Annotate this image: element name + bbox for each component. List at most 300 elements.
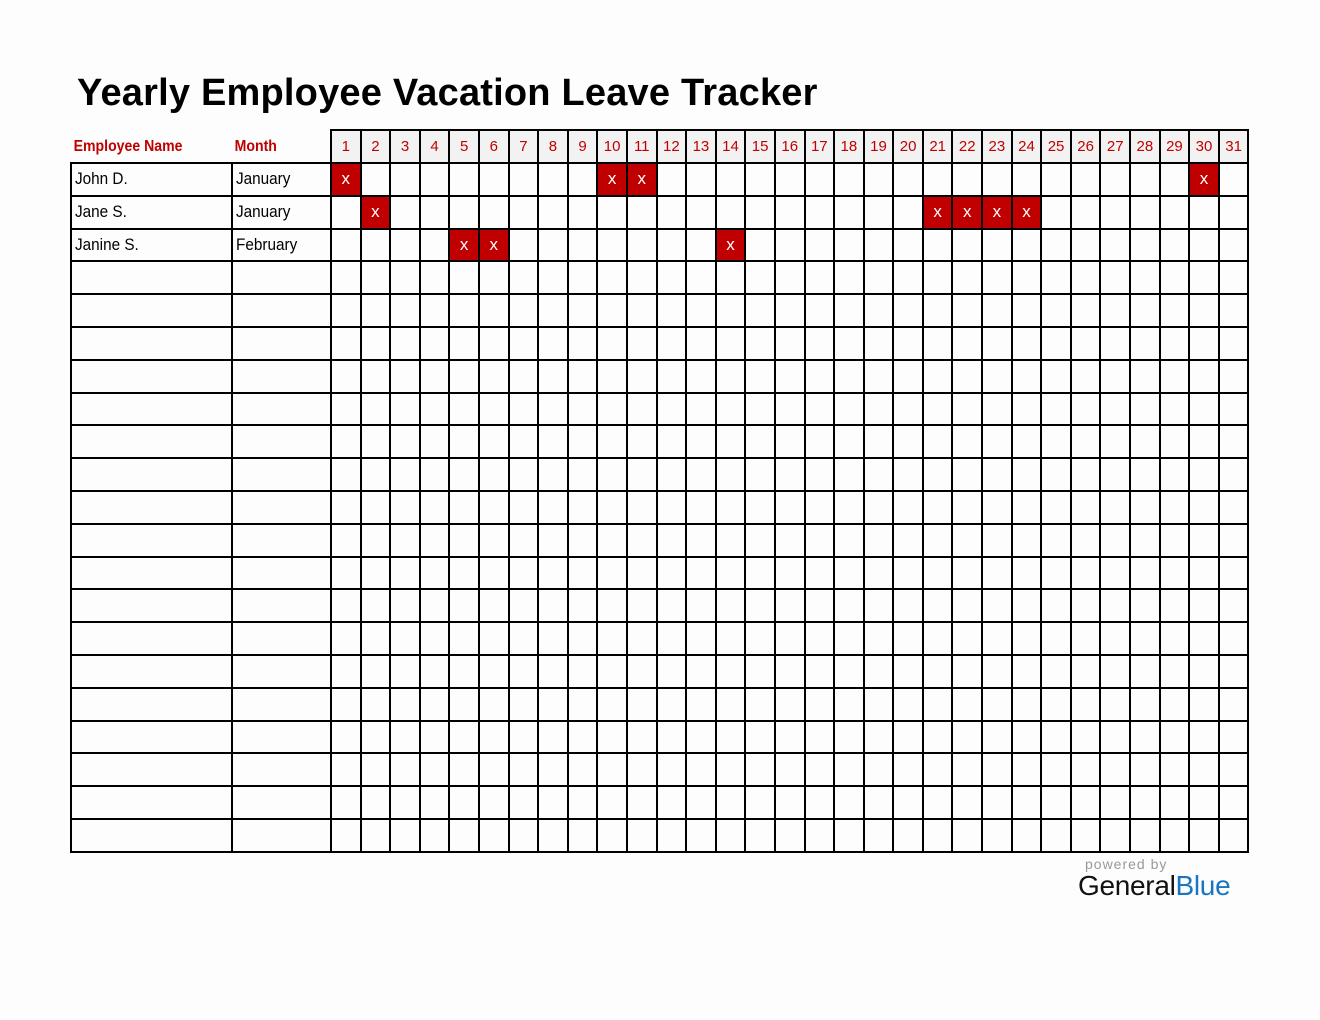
leave-day-cell[interactable] (627, 721, 657, 754)
leave-day-cell[interactable] (952, 721, 982, 754)
leave-day-cell[interactable] (1219, 163, 1249, 196)
leave-day-cell[interactable] (745, 753, 775, 786)
leave-day-cell[interactable] (1100, 360, 1130, 393)
month-cell[interactable] (232, 819, 331, 852)
leave-day-cell[interactable] (1130, 229, 1160, 262)
leave-day-cell[interactable] (1041, 360, 1071, 393)
leave-day-cell[interactable] (657, 819, 687, 852)
leave-day-cell[interactable] (1012, 524, 1042, 557)
leave-day-cell[interactable] (1100, 721, 1130, 754)
leave-day-cell[interactable] (1189, 557, 1219, 590)
leave-day-cell[interactable] (1219, 393, 1249, 426)
leave-day-cell[interactable] (893, 622, 923, 655)
leave-day-cell[interactable] (568, 261, 598, 294)
leave-day-cell[interactable] (1130, 655, 1160, 688)
employee-name-cell[interactable] (71, 425, 232, 458)
leave-day-cell[interactable] (538, 491, 568, 524)
leave-day-cell[interactable] (538, 458, 568, 491)
leave-day-cell[interactable] (834, 425, 864, 458)
leave-day-cell[interactable] (627, 753, 657, 786)
leave-day-cell[interactable] (1071, 524, 1101, 557)
month-cell[interactable] (232, 360, 331, 393)
leave-day-cell[interactable] (597, 393, 627, 426)
leave-day-cell[interactable] (361, 819, 391, 852)
leave-day-cell[interactable] (449, 196, 479, 229)
leave-day-cell[interactable] (716, 491, 746, 524)
leave-day-cell[interactable] (952, 655, 982, 688)
leave-day-cell[interactable] (538, 425, 568, 458)
leave-day-cell[interactable] (1100, 327, 1130, 360)
leave-day-cell[interactable] (1219, 589, 1249, 622)
leave-day-cell[interactable] (1130, 721, 1160, 754)
leave-day-cell[interactable] (1041, 819, 1071, 852)
leave-day-cell[interactable] (1160, 819, 1190, 852)
leave-day-cell[interactable] (775, 327, 805, 360)
leave-day-cell[interactable] (390, 786, 420, 819)
leave-day-cell[interactable] (686, 458, 716, 491)
leave-day-cell[interactable] (479, 425, 509, 458)
leave-day-cell[interactable] (1160, 393, 1190, 426)
leave-day-cell[interactable] (597, 327, 627, 360)
leave-day-cell[interactable] (1012, 622, 1042, 655)
leave-day-cell[interactable] (893, 557, 923, 590)
leave-day-cell[interactable] (923, 688, 953, 721)
leave-day-cell[interactable] (657, 360, 687, 393)
leave-day-cell[interactable] (361, 458, 391, 491)
leave-day-cell[interactable] (982, 491, 1012, 524)
leave-day-cell-marked[interactable]: x (479, 229, 509, 262)
leave-day-cell[interactable] (627, 458, 657, 491)
leave-day-cell[interactable] (775, 753, 805, 786)
leave-day-cell[interactable] (805, 261, 835, 294)
leave-day-cell[interactable] (331, 261, 361, 294)
leave-day-cell[interactable] (449, 491, 479, 524)
leave-day-cell[interactable] (568, 196, 598, 229)
leave-day-cell[interactable] (390, 163, 420, 196)
leave-day-cell[interactable] (893, 393, 923, 426)
leave-day-cell[interactable] (597, 721, 627, 754)
leave-day-cell[interactable] (805, 458, 835, 491)
leave-day-cell[interactable] (893, 524, 923, 557)
leave-day-cell[interactable] (538, 360, 568, 393)
leave-day-cell[interactable] (1189, 327, 1219, 360)
leave-day-cell[interactable] (923, 491, 953, 524)
leave-day-cell[interactable] (597, 589, 627, 622)
leave-day-cell[interactable] (775, 163, 805, 196)
leave-day-cell[interactable] (538, 393, 568, 426)
leave-day-cell[interactable] (1071, 589, 1101, 622)
leave-day-cell[interactable] (331, 819, 361, 852)
leave-day-cell[interactable] (952, 753, 982, 786)
leave-day-cell[interactable] (1041, 786, 1071, 819)
leave-day-cell[interactable] (864, 163, 894, 196)
employee-name-cell[interactable] (71, 524, 232, 557)
leave-day-cell[interactable] (805, 557, 835, 590)
leave-day-cell[interactable] (657, 524, 687, 557)
leave-day-cell[interactable] (509, 393, 539, 426)
leave-day-cell[interactable] (538, 196, 568, 229)
leave-day-cell[interactable] (479, 524, 509, 557)
leave-day-cell[interactable] (568, 524, 598, 557)
leave-day-cell[interactable] (745, 425, 775, 458)
leave-day-cell[interactable] (390, 622, 420, 655)
leave-day-cell[interactable] (775, 261, 805, 294)
leave-day-cell[interactable] (775, 819, 805, 852)
leave-day-cell[interactable] (361, 721, 391, 754)
leave-day-cell[interactable] (420, 294, 450, 327)
leave-day-cell[interactable] (952, 261, 982, 294)
leave-day-cell[interactable] (331, 786, 361, 819)
leave-day-cell[interactable] (568, 688, 598, 721)
leave-day-cell[interactable] (864, 786, 894, 819)
leave-day-cell[interactable] (420, 688, 450, 721)
leave-day-cell[interactable] (657, 491, 687, 524)
leave-day-cell[interactable] (627, 425, 657, 458)
leave-day-cell[interactable] (982, 819, 1012, 852)
month-cell[interactable] (232, 229, 331, 262)
leave-day-cell[interactable] (479, 655, 509, 688)
leave-day-cell[interactable] (1130, 458, 1160, 491)
leave-day-cell[interactable] (805, 163, 835, 196)
leave-day-cell[interactable] (390, 229, 420, 262)
leave-day-cell[interactable] (1071, 753, 1101, 786)
leave-day-cell[interactable] (716, 196, 746, 229)
leave-day-cell[interactable] (1219, 458, 1249, 491)
leave-day-cell[interactable] (834, 393, 864, 426)
leave-day-cell[interactable] (982, 294, 1012, 327)
leave-day-cell[interactable] (449, 294, 479, 327)
leave-day-cell[interactable] (627, 294, 657, 327)
leave-day-cell[interactable] (509, 196, 539, 229)
leave-day-cell[interactable] (390, 753, 420, 786)
leave-day-cell[interactable] (568, 622, 598, 655)
leave-day-cell[interactable] (834, 294, 864, 327)
leave-day-cell[interactable] (834, 589, 864, 622)
leave-day-cell[interactable] (1189, 589, 1219, 622)
leave-day-cell[interactable] (361, 622, 391, 655)
leave-day-cell[interactable] (745, 557, 775, 590)
leave-day-cell[interactable] (686, 557, 716, 590)
leave-day-cell[interactable] (923, 655, 953, 688)
leave-day-cell[interactable] (952, 425, 982, 458)
leave-day-cell[interactable] (1189, 786, 1219, 819)
leave-day-cell[interactable] (1071, 819, 1101, 852)
leave-day-cell[interactable] (1071, 360, 1101, 393)
leave-day-cell[interactable] (1012, 753, 1042, 786)
leave-day-cell[interactable] (568, 819, 598, 852)
leave-day-cell[interactable] (1219, 721, 1249, 754)
month-cell[interactable] (232, 491, 331, 524)
leave-day-cell[interactable] (390, 721, 420, 754)
leave-day-cell[interactable] (745, 360, 775, 393)
leave-day-cell[interactable] (923, 721, 953, 754)
leave-day-cell[interactable] (568, 458, 598, 491)
leave-day-cell[interactable] (1160, 524, 1190, 557)
leave-day-cell[interactable] (923, 589, 953, 622)
leave-day-cell[interactable] (745, 196, 775, 229)
leave-day-cell[interactable] (686, 753, 716, 786)
leave-day-cell[interactable] (1219, 622, 1249, 655)
leave-day-cell[interactable] (657, 163, 687, 196)
leave-day-cell[interactable] (775, 721, 805, 754)
leave-day-cell[interactable] (1012, 393, 1042, 426)
leave-day-cell[interactable] (1219, 425, 1249, 458)
leave-day-cell[interactable] (1219, 557, 1249, 590)
leave-day-cell[interactable] (1041, 721, 1071, 754)
leave-day-cell[interactable] (657, 393, 687, 426)
leave-day-cell[interactable] (390, 261, 420, 294)
leave-day-cell[interactable] (716, 294, 746, 327)
month-cell[interactable] (232, 524, 331, 557)
leave-day-cell[interactable] (686, 589, 716, 622)
leave-day-cell[interactable] (390, 557, 420, 590)
leave-day-cell[interactable] (1100, 491, 1130, 524)
leave-day-cell[interactable] (982, 721, 1012, 754)
leave-day-cell[interactable] (745, 163, 775, 196)
leave-day-cell[interactable] (952, 294, 982, 327)
leave-day-cell[interactable] (390, 458, 420, 491)
leave-day-cell[interactable] (923, 524, 953, 557)
leave-day-cell[interactable] (538, 721, 568, 754)
leave-day-cell[interactable] (952, 458, 982, 491)
leave-day-cell[interactable] (982, 524, 1012, 557)
leave-day-cell[interactable] (923, 819, 953, 852)
leave-day-cell[interactable] (923, 327, 953, 360)
leave-day-cell[interactable] (1100, 688, 1130, 721)
leave-day-cell[interactable] (361, 360, 391, 393)
leave-day-cell[interactable] (627, 819, 657, 852)
leave-day-cell[interactable] (686, 425, 716, 458)
month-cell[interactable] (232, 589, 331, 622)
leave-day-cell[interactable] (1130, 294, 1160, 327)
leave-day-cell[interactable] (834, 753, 864, 786)
month-cell[interactable] (232, 196, 331, 229)
leave-day-cell[interactable] (923, 557, 953, 590)
leave-day-cell[interactable] (449, 819, 479, 852)
leave-day-cell[interactable] (331, 557, 361, 590)
leave-day-cell[interactable] (538, 819, 568, 852)
leave-day-cell[interactable] (597, 753, 627, 786)
leave-day-cell[interactable] (686, 294, 716, 327)
leave-day-cell[interactable] (775, 589, 805, 622)
leave-day-cell[interactable] (1100, 589, 1130, 622)
employee-name-cell[interactable] (71, 622, 232, 655)
month-cell[interactable] (232, 261, 331, 294)
leave-day-cell[interactable] (1160, 753, 1190, 786)
leave-day-cell[interactable] (893, 458, 923, 491)
leave-day-cell[interactable] (834, 327, 864, 360)
leave-day-cell[interactable] (1130, 524, 1160, 557)
leave-day-cell[interactable] (479, 786, 509, 819)
leave-day-cell[interactable] (597, 655, 627, 688)
leave-day-cell[interactable] (775, 622, 805, 655)
leave-day-cell[interactable] (745, 393, 775, 426)
leave-day-cell[interactable] (1219, 786, 1249, 819)
leave-day-cell[interactable] (952, 688, 982, 721)
leave-day-cell[interactable] (568, 491, 598, 524)
leave-day-cell[interactable] (686, 819, 716, 852)
leave-day-cell[interactable] (597, 819, 627, 852)
leave-day-cell[interactable] (834, 655, 864, 688)
leave-day-cell[interactable] (1012, 327, 1042, 360)
leave-day-cell[interactable] (1100, 786, 1130, 819)
leave-day-cell[interactable] (686, 360, 716, 393)
month-cell[interactable] (232, 688, 331, 721)
leave-day-cell[interactable] (361, 589, 391, 622)
leave-day-cell[interactable] (331, 458, 361, 491)
leave-day-cell[interactable] (1041, 229, 1071, 262)
leave-day-cell[interactable] (893, 294, 923, 327)
leave-day-cell[interactable] (420, 393, 450, 426)
leave-day-cell[interactable] (1130, 819, 1160, 852)
leave-day-cell[interactable] (657, 425, 687, 458)
leave-day-cell[interactable] (509, 688, 539, 721)
leave-day-cell[interactable] (864, 327, 894, 360)
leave-day-cell[interactable] (1160, 655, 1190, 688)
leave-day-cell[interactable] (1189, 393, 1219, 426)
leave-day-cell[interactable] (775, 458, 805, 491)
leave-day-cell[interactable] (716, 425, 746, 458)
leave-day-cell[interactable] (1219, 327, 1249, 360)
leave-day-cell[interactable] (1100, 819, 1130, 852)
leave-day-cell[interactable] (479, 196, 509, 229)
leave-day-cell[interactable] (982, 360, 1012, 393)
leave-day-cell[interactable] (627, 261, 657, 294)
leave-day-cell[interactable] (1160, 360, 1190, 393)
leave-day-cell[interactable] (745, 655, 775, 688)
leave-day-cell[interactable] (952, 327, 982, 360)
leave-day-cell[interactable] (479, 589, 509, 622)
leave-day-cell[interactable] (1012, 360, 1042, 393)
leave-day-cell[interactable] (923, 753, 953, 786)
leave-day-cell[interactable] (390, 688, 420, 721)
leave-day-cell[interactable] (1219, 491, 1249, 524)
employee-name-cell[interactable] (71, 557, 232, 590)
leave-day-cell[interactable] (479, 491, 509, 524)
month-cell[interactable] (232, 425, 331, 458)
leave-day-cell[interactable] (716, 261, 746, 294)
month-cell[interactable] (232, 294, 331, 327)
leave-day-cell[interactable] (627, 393, 657, 426)
leave-day-cell[interactable] (1041, 458, 1071, 491)
leave-day-cell[interactable] (982, 229, 1012, 262)
employee-name-cell[interactable] (71, 786, 232, 819)
leave-day-cell[interactable] (361, 786, 391, 819)
leave-day-cell[interactable] (390, 425, 420, 458)
leave-day-cell[interactable] (479, 163, 509, 196)
month-cell[interactable] (232, 163, 331, 196)
leave-day-cell[interactable] (686, 163, 716, 196)
leave-day-cell[interactable] (597, 196, 627, 229)
employee-name-cell[interactable] (71, 261, 232, 294)
leave-day-cell[interactable] (1160, 721, 1190, 754)
leave-day-cell[interactable] (1189, 229, 1219, 262)
leave-day-cell[interactable] (893, 786, 923, 819)
leave-day-cell[interactable] (982, 327, 1012, 360)
leave-day-cell[interactable] (952, 622, 982, 655)
leave-day-cell[interactable] (1130, 261, 1160, 294)
leave-day-cell[interactable] (805, 589, 835, 622)
leave-day-cell[interactable] (390, 360, 420, 393)
leave-day-cell[interactable] (893, 327, 923, 360)
leave-day-cell[interactable] (923, 294, 953, 327)
leave-day-cell[interactable] (1071, 294, 1101, 327)
leave-day-cell[interactable] (1160, 294, 1190, 327)
leave-day-cell[interactable] (893, 819, 923, 852)
leave-day-cell[interactable] (1189, 524, 1219, 557)
leave-day-cell[interactable] (538, 524, 568, 557)
leave-day-cell[interactable] (420, 360, 450, 393)
leave-day-cell[interactable] (1071, 261, 1101, 294)
leave-day-cell[interactable] (538, 261, 568, 294)
leave-day-cell[interactable] (745, 458, 775, 491)
employee-name-cell[interactable] (71, 229, 232, 262)
leave-day-cell[interactable] (1160, 196, 1190, 229)
leave-day-cell[interactable] (686, 524, 716, 557)
leave-day-cell[interactable] (805, 360, 835, 393)
leave-day-cell[interactable] (775, 229, 805, 262)
leave-day-cell[interactable] (982, 458, 1012, 491)
leave-day-cell[interactable] (834, 819, 864, 852)
leave-day-cell-marked[interactable]: x (597, 163, 627, 196)
leave-day-cell[interactable] (745, 589, 775, 622)
leave-day-cell[interactable] (1130, 360, 1160, 393)
leave-day-cell[interactable] (361, 688, 391, 721)
leave-day-cell[interactable] (1189, 294, 1219, 327)
leave-day-cell[interactable] (1100, 294, 1130, 327)
leave-day-cell[interactable] (775, 360, 805, 393)
leave-day-cell[interactable] (686, 688, 716, 721)
leave-day-cell[interactable] (390, 524, 420, 557)
leave-day-cell[interactable] (952, 819, 982, 852)
leave-day-cell[interactable] (509, 655, 539, 688)
leave-day-cell[interactable] (893, 655, 923, 688)
leave-day-cell[interactable] (864, 458, 894, 491)
leave-day-cell[interactable] (597, 524, 627, 557)
leave-day-cell[interactable] (805, 622, 835, 655)
leave-day-cell[interactable] (982, 163, 1012, 196)
leave-day-cell[interactable] (716, 393, 746, 426)
leave-day-cell[interactable] (1012, 557, 1042, 590)
leave-day-cell[interactable] (1160, 261, 1190, 294)
leave-day-cell[interactable] (420, 819, 450, 852)
leave-day-cell[interactable] (775, 393, 805, 426)
leave-day-cell[interactable] (420, 524, 450, 557)
leave-day-cell[interactable] (686, 229, 716, 262)
leave-day-cell[interactable] (1130, 688, 1160, 721)
leave-day-cell[interactable] (420, 589, 450, 622)
leave-day-cell[interactable] (805, 753, 835, 786)
leave-day-cell[interactable] (420, 786, 450, 819)
leave-day-cell[interactable] (775, 786, 805, 819)
employee-name-cell[interactable] (71, 655, 232, 688)
leave-day-cell[interactable] (864, 393, 894, 426)
leave-day-cell[interactable] (657, 261, 687, 294)
leave-day-cell[interactable] (1041, 294, 1071, 327)
leave-day-cell[interactable] (923, 786, 953, 819)
leave-day-cell[interactable] (420, 753, 450, 786)
employee-name-cell[interactable] (71, 393, 232, 426)
leave-day-cell[interactable] (331, 196, 361, 229)
leave-day-cell[interactable] (745, 491, 775, 524)
leave-day-cell[interactable] (657, 196, 687, 229)
leave-day-cell[interactable] (479, 688, 509, 721)
leave-day-cell[interactable] (1071, 688, 1101, 721)
leave-day-cell[interactable] (1071, 163, 1101, 196)
leave-day-cell[interactable] (716, 786, 746, 819)
leave-day-cell[interactable] (1160, 229, 1190, 262)
leave-day-cell[interactable] (509, 622, 539, 655)
